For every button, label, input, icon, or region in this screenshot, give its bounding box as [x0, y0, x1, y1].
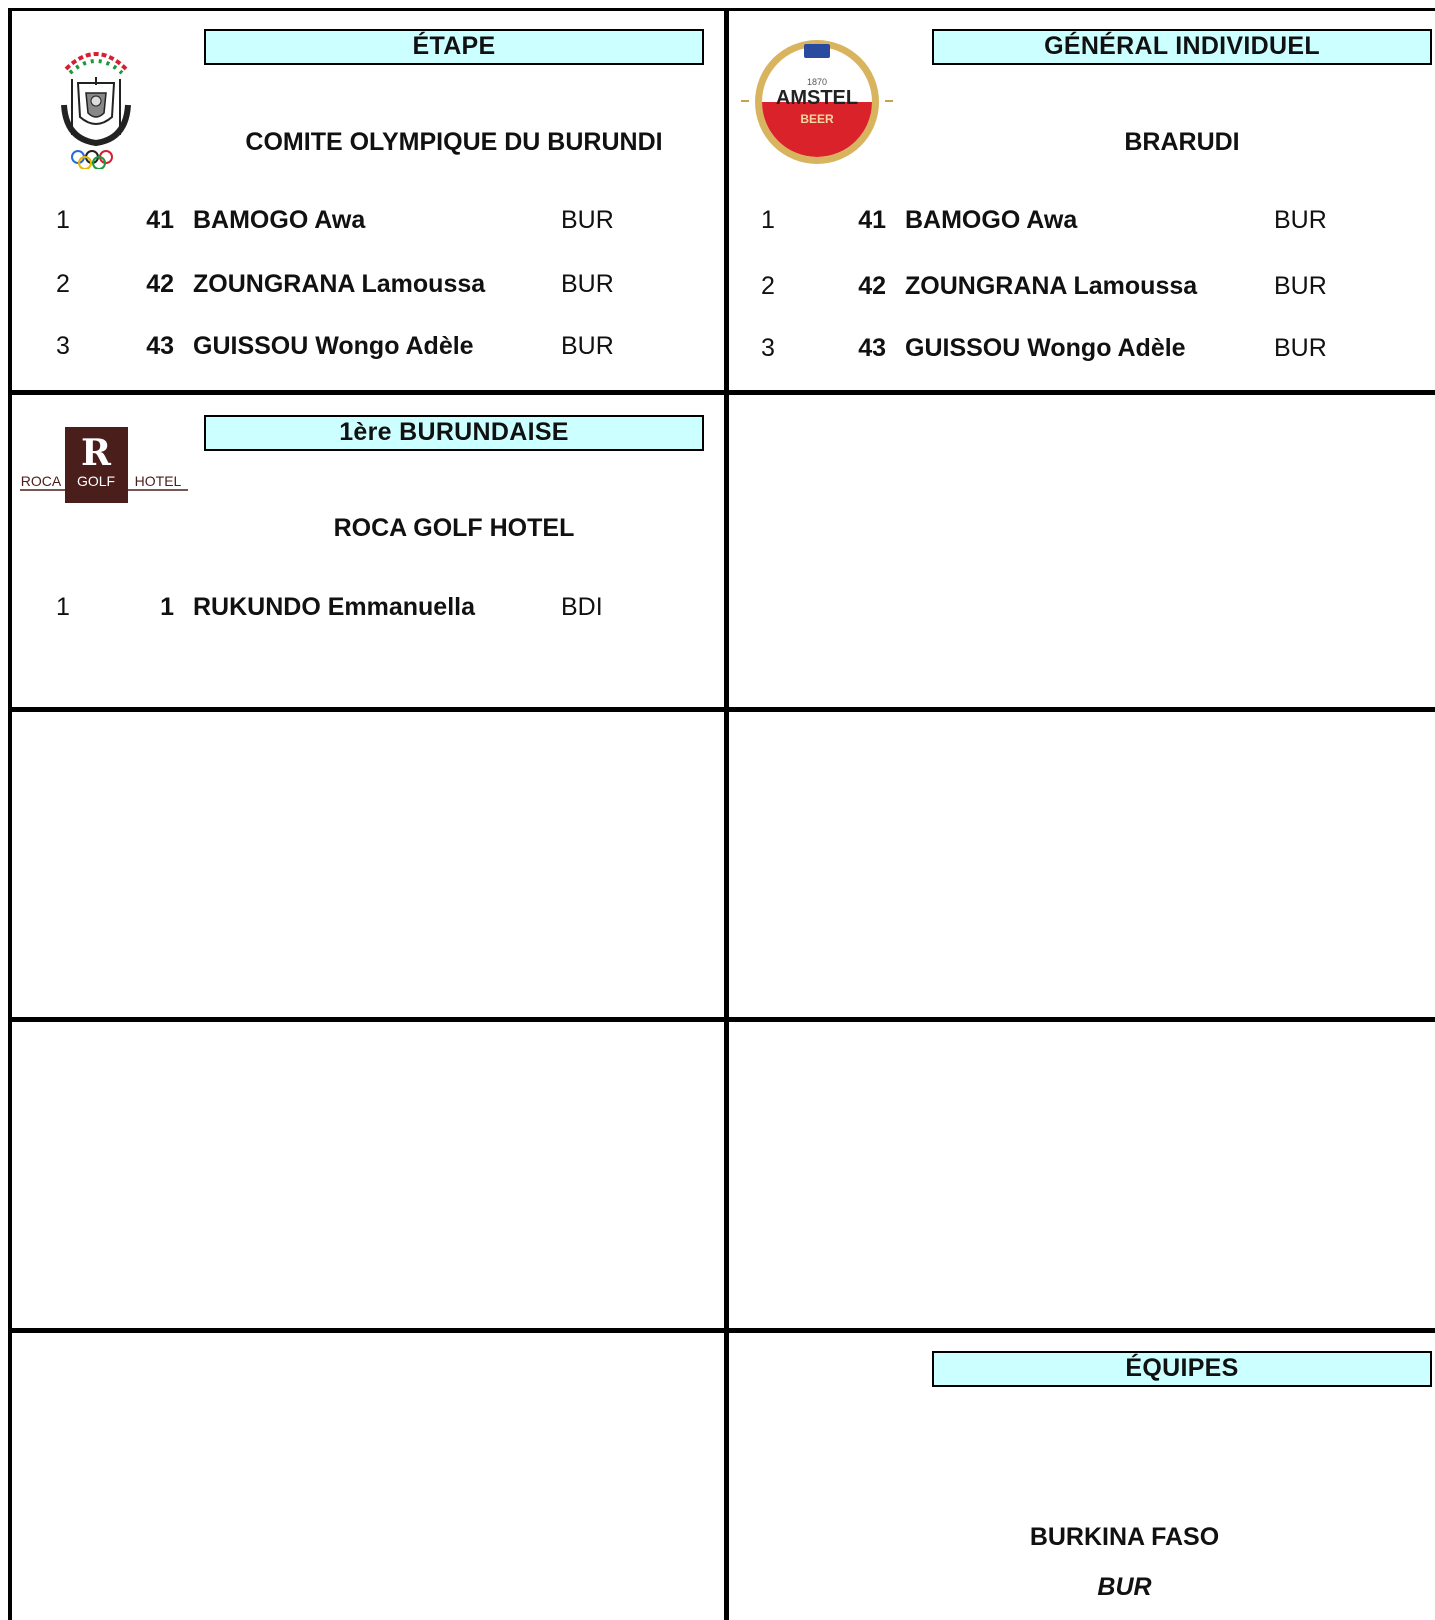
- etape-row: [12, 332, 724, 366]
- nationality: BDI: [561, 593, 603, 621]
- empty-panel: [12, 1022, 724, 1328]
- burundi-olympic-committee-logo: [56, 39, 136, 169]
- etape-row: [12, 206, 724, 240]
- rank: 1: [761, 206, 775, 234]
- nationality: BUR: [1274, 334, 1327, 362]
- burundaise-row: [12, 593, 724, 627]
- rider-name: GUISSOU Wongo Adèle: [905, 334, 1186, 362]
- general-panel: [729, 11, 1435, 390]
- nationality: BUR: [561, 332, 614, 360]
- rank: 1: [56, 206, 70, 234]
- general-row: [729, 206, 1435, 240]
- nationality: BUR: [1274, 272, 1327, 300]
- rider-name: BAMOGO Awa: [193, 206, 366, 234]
- burundaise-header: 1ère BURUNDAISE: [204, 415, 704, 451]
- nationality: BUR: [561, 270, 614, 298]
- rider-name: RUKUNDO Emmanuella: [193, 593, 475, 621]
- bib-number: 43: [858, 334, 886, 362]
- svg-text:HOTEL: HOTEL: [134, 473, 182, 489]
- etape-sponsor-name: COMITE OLYMPIQUE DU BURUNDI: [245, 128, 663, 156]
- svg-text:BEER: BEER: [800, 112, 834, 126]
- team-name: BURKINA FASO: [1029, 1523, 1220, 1551]
- general-row: [729, 334, 1435, 368]
- roca-golf-hotel-logo: [20, 427, 188, 507]
- burundaise-panel: [12, 395, 724, 707]
- rider-name: BAMOGO Awa: [905, 206, 1078, 234]
- rank: 1: [56, 593, 70, 621]
- etape-panel: [12, 11, 724, 390]
- etape-header: ÉTAPE: [204, 29, 704, 65]
- nationality: BUR: [1274, 206, 1327, 234]
- empty-panel: [729, 712, 1435, 1017]
- rank: 3: [56, 332, 70, 360]
- empty-panel: [729, 395, 1435, 707]
- bib-number: 1: [160, 593, 174, 621]
- bib-number: 41: [146, 206, 174, 234]
- rank: 2: [761, 272, 775, 300]
- general-sponsor-name: BRARUDI: [1124, 128, 1240, 156]
- rider-name: ZOUNGRANA Lamoussa: [193, 270, 486, 298]
- etape-row: [12, 270, 724, 304]
- rider-name: ZOUNGRANA Lamoussa: [905, 272, 1198, 300]
- svg-text:R: R: [81, 432, 111, 474]
- svg-text:GOLF: GOLF: [76, 473, 116, 489]
- empty-panel: [12, 712, 724, 1017]
- empty-panel: [12, 1333, 724, 1620]
- svg-text:ROCA: ROCA: [20, 473, 62, 489]
- bib-number: 42: [858, 272, 886, 300]
- general-header: GÉNÉRAL INDIVIDUEL: [932, 29, 1432, 65]
- nationality: BUR: [561, 206, 614, 234]
- svg-text:1870: 1870: [806, 77, 828, 87]
- team-code: BUR: [1097, 1573, 1152, 1601]
- general-row: [729, 272, 1435, 306]
- amstel-beer-logo: [741, 38, 893, 170]
- burundaise-sponsor-name: ROCA GOLF HOTEL: [333, 514, 575, 542]
- rank: 2: [56, 270, 70, 298]
- svg-text:AMSTEL: AMSTEL: [775, 87, 859, 109]
- rider-name: GUISSOU Wongo Adèle: [193, 332, 474, 360]
- bib-number: 42: [146, 270, 174, 298]
- equipes-header: ÉQUIPES: [932, 1351, 1432, 1387]
- equipes-panel: [729, 1333, 1435, 1620]
- empty-panel: [729, 1022, 1435, 1328]
- rank: 3: [761, 334, 775, 362]
- bib-number: 43: [146, 332, 174, 360]
- bib-number: 41: [858, 206, 886, 234]
